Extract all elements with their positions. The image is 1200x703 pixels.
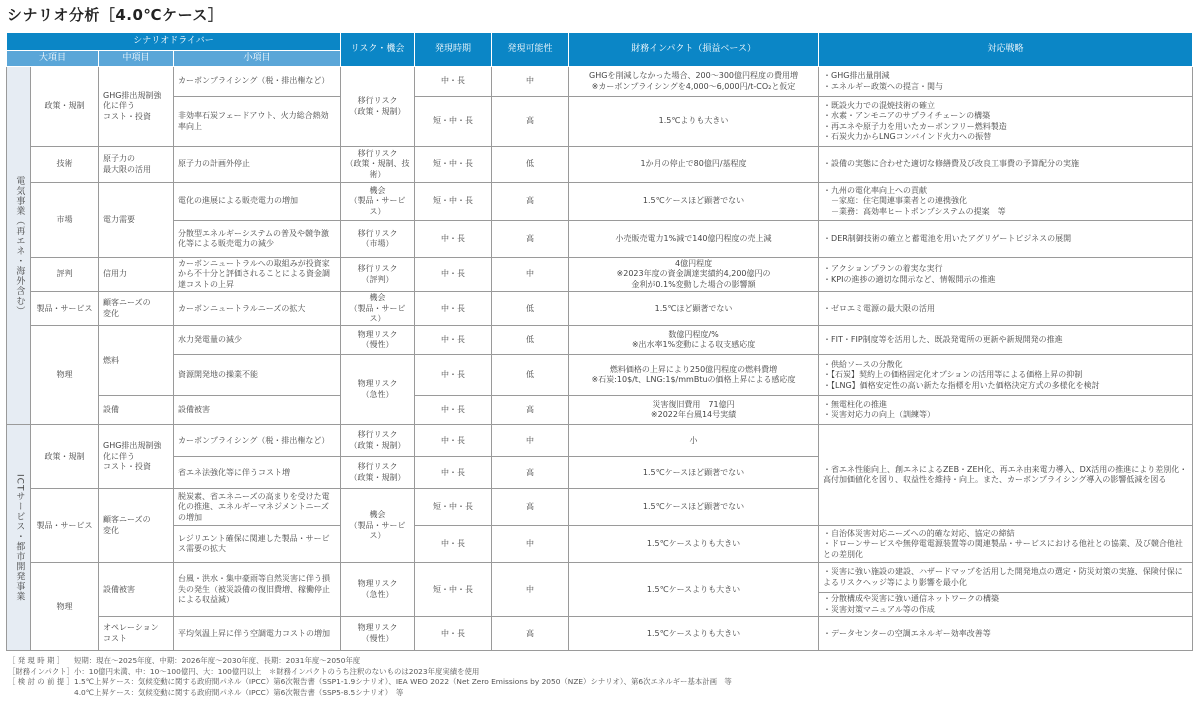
financial-impact-cell: 1.5℃ケースよりも大きい <box>569 617 819 651</box>
large-item-cell: 製品・サービス <box>31 292 99 326</box>
footnote-label <box>8 688 74 699</box>
table-row <box>7 326 1193 355</box>
table-row <box>7 563 1193 593</box>
small-item-cell: 分散型エネルギーシステムの普及や競争激化等による販売電力の減少 <box>174 221 341 258</box>
likelihood-cell: 中 <box>492 563 569 617</box>
financial-impact-cell: 1.5℃ケースよりも大きい <box>569 526 819 563</box>
footnote-text: 1.5℃上昇ケース：気候変動に関する政府間パネル（IPCC）第6次報告書（SSP1-1.9シナリオ）、IEA WEO 2022（Net Zero Emissions by 2050（NZE）シナリオ）、第6次エネルギー基本計画 等 <box>74 677 732 686</box>
likelihood-cell: 中 <box>492 258 569 292</box>
mid-item-cell: 燃料 <box>99 326 174 396</box>
risk-opportunity-cell: 移行リスク （政策・規制） <box>341 425 415 457</box>
strategy-cell: ・ゼロエミ電源の最大限の活用 <box>819 292 1193 326</box>
risk-opportunity-cell: 物理リスク （急性） <box>341 355 415 425</box>
table-row <box>7 425 1193 457</box>
mid-item-cell: 顧客ニーズの 変化 <box>99 489 174 563</box>
likelihood-cell: 低 <box>492 292 569 326</box>
table-row <box>7 67 1193 97</box>
timing-cell: 中・長 <box>415 67 492 97</box>
risk-opportunity-cell: 物理リスク （慢性） <box>341 326 415 355</box>
risk-opportunity-cell: 移行リスク （政策・規制、技術） <box>341 147 415 183</box>
large-item-cell: 物理 <box>31 563 99 651</box>
large-item-cell: 物理 <box>31 326 99 425</box>
footnote-text: 4.0℃上昇ケース：気候変動に関する政府間パネル（IPCC）第6次報告書（SSP5-8.5シナリオ） 等 <box>74 687 404 697</box>
financial-impact-cell: 1.5℃よりも大きい <box>569 97 819 147</box>
footnote-text: 小：10億円未満、中：10～100億円、大：100億円以上 ＊財務インパクトのうち注釈のないものは2023年度実績を使用 <box>74 666 480 676</box>
large-item-cell: 製品・サービス <box>31 489 99 563</box>
large-item-cell: 市場 <box>31 183 99 258</box>
footnote-text: 短期：現在～2025年度、中期：2026年度～2030年度、長期：2031年度～2050年度 <box>74 656 361 665</box>
header-large-item: 大項目 <box>7 51 99 67</box>
financial-impact-cell: 数億円程度/% ※出水率1%変動による収支感応度 <box>569 326 819 355</box>
mid-item-cell: 設備被害 <box>99 563 174 617</box>
table-row <box>7 617 1193 651</box>
table-row <box>7 396 1193 425</box>
header-risk-opportunity: リスク・機会 <box>341 33 415 67</box>
small-item-cell: 省エネ法強化等に伴うコスト増 <box>174 457 341 489</box>
timing-cell: 中・長 <box>415 526 492 563</box>
header-financial-impact: 財務インパクト（損益ベース） <box>569 33 819 67</box>
strategy-cell: ・アクションプランの着実な実行 ・KPIの進捗の適切な開示など、情報開示の推進 <box>819 258 1193 292</box>
footnote-label: ［ 発 現 時 期 ］ <box>8 656 65 665</box>
timing-cell: 中・長 <box>415 258 492 292</box>
small-item-cell: 脱炭素、省エネニーズの高まりを受けた電化の推進、エネルギーマネジメントニーズの増加 <box>174 489 341 526</box>
footnotes <box>8 656 732 698</box>
table-row <box>7 221 1193 258</box>
risk-opportunity-cell: 物理リスク （慢性） <box>341 617 415 651</box>
table-row <box>7 147 1193 183</box>
large-item-cell: 評判 <box>31 258 99 292</box>
small-item-cell: 台風・洪水・集中豪雨等自然災害に伴う損失の発生（被災設備の復旧費増、稼働停止による収益減） <box>174 563 341 617</box>
table-row <box>7 526 1193 563</box>
table-row <box>7 355 1193 396</box>
header-likelihood: 発現可能性 <box>492 33 569 67</box>
strategy-cell: ・無電柱化の推進 ・災害対応力の向上（訓練等） <box>819 396 1193 425</box>
mid-item-cell: オペレーション コスト <box>99 617 174 651</box>
footnote-row <box>8 656 732 667</box>
likelihood-cell: 中 <box>492 67 569 97</box>
financial-impact-cell: 1.5℃ほど顕著でない <box>569 292 819 326</box>
small-item-cell: 設備被害 <box>174 396 341 425</box>
timing-cell: 中・長 <box>415 425 492 457</box>
financial-impact-cell: 小 <box>569 425 819 457</box>
financial-impact-cell: 1.5℃ケースよりも大きい <box>569 563 819 617</box>
likelihood-cell: 高 <box>492 457 569 489</box>
large-item-cell: 政策・規制 <box>31 425 99 489</box>
risk-opportunity-cell: 移行リスク （評判） <box>341 258 415 292</box>
timing-cell: 短・中・長 <box>415 183 492 221</box>
risk-opportunity-cell: 物理リスク （急性） <box>341 563 415 617</box>
business-segment-cell: ICTサービス・都市開発事業 <box>7 425 31 651</box>
strategy-cell: ・供給ソースの分散化 ・【石炭】契約上の価格固定化オプションの活用等による価格上昇の抑制 ・【LNG】価格安定性の高い新たな指標を用いた価格決定方式の多様化を検討 <box>819 355 1193 396</box>
timing-cell: 短・中・長 <box>415 489 492 526</box>
table-row <box>7 183 1193 221</box>
header-small-item: 小項目 <box>174 51 341 67</box>
strategy-cell: ・DER制御技術の確立と蓄電池を用いたアグリゲートビジネスの展開 <box>819 221 1193 258</box>
strategy-cell: ・省エネ性能向上、創エネによるZEB・ZEH化、再エネ由来電力導入、DX活用の推進により差別化・ 高付加価値化を図り、収益性を維持・向上。また、カーボンプライシング導入の影響低減を図る <box>819 425 1193 526</box>
financial-impact-cell: 1.5℃ケースほど顕著でない <box>569 457 819 489</box>
large-item-cell: 技術 <box>31 147 99 183</box>
risk-opportunity-cell: 機会 （製品・サービス） <box>341 183 415 221</box>
financial-impact-cell: 小売販売電力1%減で140億円程度の売上減 <box>569 221 819 258</box>
strategy-cell: ・分散構成や災害に強い通信ネットワークの構築 ・災害対策マニュアル等の作成 <box>819 593 1193 617</box>
risk-opportunity-cell: 移行リスク （政策・規制） <box>341 457 415 489</box>
risk-opportunity-cell: 移行リスク （政策・規制） <box>341 67 415 147</box>
financial-impact-cell: GHGを削減しなかった場合、200～300億円程度の費用増 ※カーボンプライシングを4,000～6,000円/t-CO₂と仮定 <box>569 67 819 97</box>
timing-cell: 中・長 <box>415 326 492 355</box>
likelihood-cell: 高 <box>492 183 569 221</box>
risk-opportunity-cell: 機会 （製品・サービス） <box>341 292 415 326</box>
small-item-cell: 非効率石炭フェードアウト、火力総合熱効率向上 <box>174 97 341 147</box>
timing-cell: 中・長 <box>415 355 492 396</box>
small-item-cell: 平均気温上昇に伴う空調電力コストの増加 <box>174 617 341 651</box>
strategy-cell: ・自治体災害対応ニーズへの的確な対応、協定の締結 ・ドローンサービスや無停電電源装置等の関連製品・サービスにおける他社との協業、及び競合他社との差別化 <box>819 526 1193 563</box>
business-segment-cell: 電気事業（再エネ・海外含む） <box>7 67 31 425</box>
mid-item-cell: 信用力 <box>99 258 174 292</box>
financial-impact-cell: 4億円程度 ※2023年度の資金調達実績約4,200億円の 金利が0.1%変動した場合の影響額 <box>569 258 819 292</box>
table-row <box>7 258 1193 292</box>
footnote-row <box>8 667 732 678</box>
timing-cell: 中・長 <box>415 221 492 258</box>
mid-item-cell: 電力需要 <box>99 183 174 258</box>
financial-impact-cell: 災害復旧費用 71億円 ※2022年台風14号実績 <box>569 396 819 425</box>
small-item-cell: カーボンニュートラルへの取組みが投資家から不十分と評価されることによる資金調達コストの上昇 <box>174 258 341 292</box>
likelihood-cell: 高 <box>492 396 569 425</box>
likelihood-cell: 高 <box>492 221 569 258</box>
mid-item-cell: GHG排出規制強化に伴う コスト・投資 <box>99 425 174 489</box>
footnote-row <box>8 677 732 688</box>
header-mid-item: 中項目 <box>99 51 174 67</box>
likelihood-cell: 低 <box>492 355 569 396</box>
likelihood-cell: 高 <box>492 97 569 147</box>
table-row <box>7 292 1193 326</box>
scenario-analysis-table <box>6 32 1193 651</box>
financial-impact-cell: 1.5℃ケースほど顕著でない <box>569 489 819 526</box>
page-title: シナリオ分析［4.0℃ケース］ <box>7 6 224 24</box>
small-item-cell: 資源開発地の操業不能 <box>174 355 341 396</box>
footnote-row <box>8 688 732 699</box>
small-item-cell: 電化の進展による販売電力の増加 <box>174 183 341 221</box>
likelihood-cell: 低 <box>492 326 569 355</box>
small-item-cell: カーボンニュートラルニーズの拡大 <box>174 292 341 326</box>
header-strategy: 対応戦略 <box>819 33 1193 67</box>
timing-cell: 短・中・長 <box>415 147 492 183</box>
financial-impact-cell: 燃料価格の上昇により250億円程度の燃料費増 ※石炭:10$/t、LNG:1$/mmBtuの価格上昇による感応度 <box>569 355 819 396</box>
risk-opportunity-cell: 移行リスク （市場） <box>341 221 415 258</box>
strategy-cell: ・九州の電化率向上への貢献 －家庭：住宅関連事業者との連携強化 －業務：高効率ヒートポンプシステムの提案 等 <box>819 183 1193 221</box>
small-item-cell: 水力発電量の減少 <box>174 326 341 355</box>
timing-cell: 中・長 <box>415 292 492 326</box>
financial-impact-cell: 1.5℃ケースほど顕著でない <box>569 183 819 221</box>
timing-cell: 中・長 <box>415 457 492 489</box>
footnote-label: ［ 検 討 の 前 提 ］ <box>8 677 74 686</box>
timing-cell: 短・中・長 <box>415 563 492 617</box>
mid-item-cell: 顧客ニーズの 変化 <box>99 292 174 326</box>
likelihood-cell: 中 <box>492 425 569 457</box>
strategy-cell: ・災害に強い施設の建設、ハザードマップを活用した開発地点の選定・防災対策の実施、保険付保によるリスクヘッジ等により影響を最小化 <box>819 563 1193 593</box>
small-item-cell: カーボンプライシング（税・排出権など） <box>174 425 341 457</box>
risk-opportunity-cell: 機会 （製品・サービス） <box>341 489 415 563</box>
timing-cell: 中・長 <box>415 617 492 651</box>
likelihood-cell: 高 <box>492 489 569 526</box>
table-body <box>7 67 1193 651</box>
small-item-cell: 原子力の計画外停止 <box>174 147 341 183</box>
strategy-cell: ・設備の実態に合わせた適切な修繕費及び改良工事費の予算配分の実施 <box>819 147 1193 183</box>
likelihood-cell: 低 <box>492 147 569 183</box>
header-scenario-driver: シナリオドライバー <box>7 33 341 51</box>
large-item-cell: 政策・規制 <box>31 67 99 147</box>
strategy-cell: ・データセンターの空調エネルギー効率改善等 <box>819 617 1193 651</box>
mid-item-cell: 原子力の 最大限の活用 <box>99 147 174 183</box>
footnote-label: ［財務インパクト］ <box>8 666 74 676</box>
financial-impact-cell: 1か月の停止で80億円/基程度 <box>569 147 819 183</box>
timing-cell: 短・中・長 <box>415 97 492 147</box>
header-timing: 発現時期 <box>415 33 492 67</box>
timing-cell: 中・長 <box>415 396 492 425</box>
table-row <box>7 97 1193 147</box>
small-item-cell: レジリエント確保に関連した製品・サービス需要の拡大 <box>174 526 341 563</box>
strategy-cell: ・FIT・FIP制度等を活用した、既設発電所の更新や新規開発の推進 <box>819 326 1193 355</box>
mid-item-cell: 設備 <box>99 396 174 425</box>
likelihood-cell: 高 <box>492 617 569 651</box>
strategy-cell: ・既設火力での混焼技術の確立 ・水素・アンモニアのサプライチェーンの構築 ・再エネや原子力を用いたカーボンフリー燃料製造 ・石炭火力からLNGコンバインド火力への振替 <box>819 97 1193 147</box>
mid-item-cell: GHG排出規制強化に伴う コスト・投資 <box>99 67 174 147</box>
likelihood-cell: 中 <box>492 526 569 563</box>
strategy-cell: ・GHG排出量削減 ・エネルギー政策への提言・関与 <box>819 67 1193 97</box>
small-item-cell: カーボンプライシング（税・排出権など） <box>174 67 341 97</box>
